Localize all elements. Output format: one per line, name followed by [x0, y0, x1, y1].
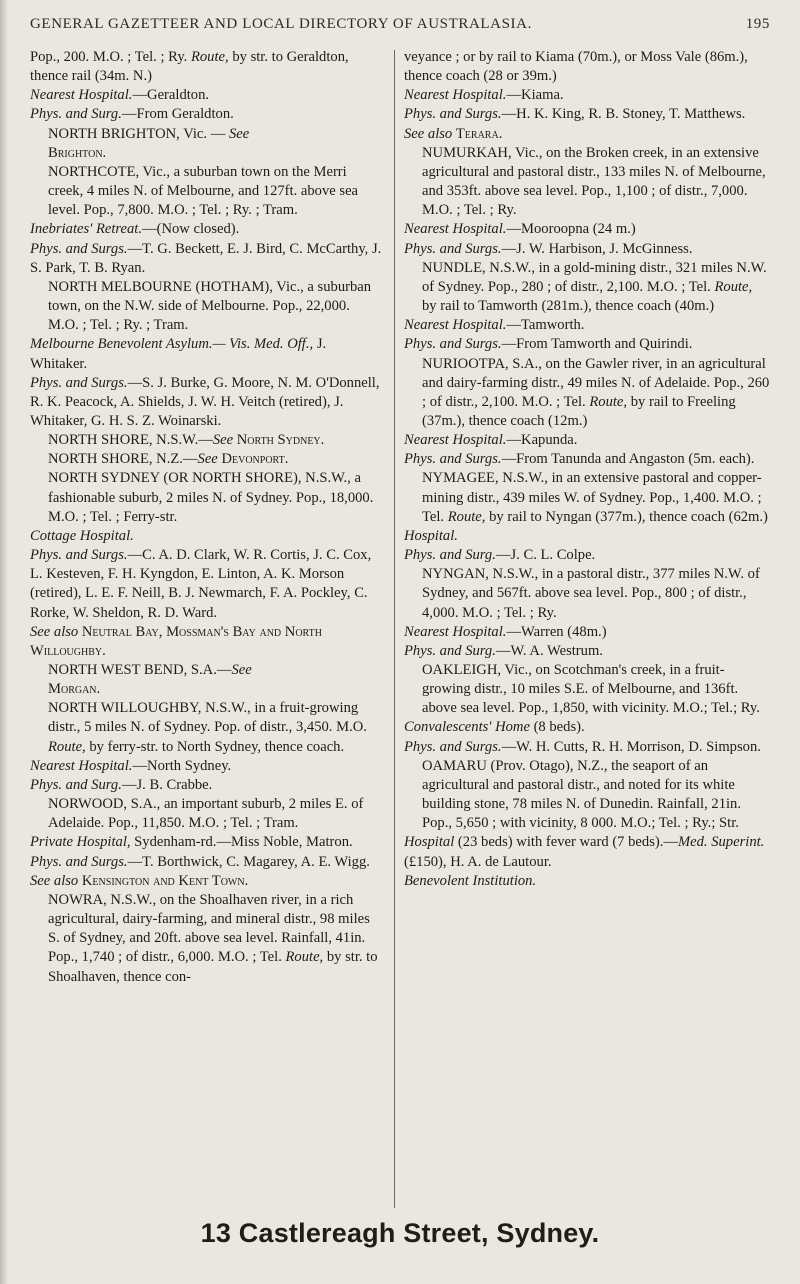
entry-line: See also Kensington and Kent Town.	[30, 872, 249, 889]
entry-line: Phys. and Surgs.—S. J. Burke, G. Moore, N. M. O'Donnell, R. K. Peacock, A. Shields, J. W. H. Veitch (retired), J. Whitaker, G. H. S. Z. Woinarski.	[30, 374, 380, 429]
entry-line: Phys. and Surgs.—W. H. Cutts, R. H. Morrison, D. Simpson.	[404, 738, 761, 755]
entry-line: Nearest Hospital.—Tamworth.	[404, 317, 585, 334]
running-head-title: GENERAL GAZETTEER AND LOCAL DIRECTORY OF AUSTRALASIA.	[30, 16, 532, 32]
entry-line: Convalescents' Home (8 beds).	[404, 719, 585, 736]
entry-line: Private Hospital, Sydenham-rd.—Miss Noble, Matron.	[30, 834, 353, 851]
entry-line: Phys. and Surg.—From Geraldton.	[30, 106, 234, 123]
entry-numurkah: NUMURKAH, Vic., on the Broken creek, in an extensive agricultural and pastoral distr., 133 miles N. of Melbourne, and 353ft. above sea level. Pop., 1,100 ; of distr., 7,000. M.O. ; Tel. ; Ry.	[422, 144, 766, 219]
entry-pop-geraldton: Pop., 200. M.O. ; Tel. ; Ry. Route, by str. to Geraldton, thence rail (34m. N.)	[30, 49, 349, 85]
entry-oakleigh: OAKLEIGH, Vic., on Scotchman's creek, in a fruit-growing distr., 10 miles S.E. of Melbourne, and 136ft. above sea level. Pop., 1,850, with vicinity. M.O.; Tel.; Ry.	[422, 662, 760, 717]
entry-line: Benevolent Institution.	[404, 872, 537, 889]
entry-line: Nearest Hospital.—Mooroopna (24 m.)	[404, 221, 636, 238]
entry-oamaru: OAMARU (Prov. Otago), N.Z., the seaport of an agricultural and pastoral distr., and noted for its white building stone, 78 miles N. of Dunedin. Rainfall, 21in. Pop., 5,650 ; with vicinity, 8 000. M.O.; Tel. ; Ry.; Str.	[422, 757, 742, 832]
entry-north-shore-nsw: NORTH SHORE, N.S.W.—See North Sydney.	[48, 432, 325, 449]
entry-line: Phys. and Surg.—J. B. Crabbe.	[30, 776, 213, 793]
entry-line: Nearest Hospital.—Kiama.	[404, 87, 564, 104]
entry-north-shore-nz: NORTH SHORE, N.Z.—See Devonport.	[48, 451, 289, 468]
entry-nymagee: NYMAGEE, N.S.W., in an extensive pastoral and copper-mining distr., 439 miles W. of Sydney. Pop., 1,400. M.O. ; Tel. Route, by rail to Nyngan (377m.), thence coach (62m.)	[422, 470, 768, 525]
entry-line: See also Neutral Bay, Mossman's Bay and North Willoughby.	[30, 623, 322, 659]
entry-norwood: NORWOOD, S.A., an important suburb, 2 miles E. of Adelaide. Pop., 11,850. M.O. ; Tel. ; Tram.	[48, 796, 364, 832]
entry-line: Phys. and Surg.—J. C. L. Colpe.	[404, 547, 596, 564]
entry-nundle: NUNDLE, N.S.W., in a gold-mining distr., 321 miles N.W. of Sydney. Pop., 280 ; of distr., 2,100. M.O. ; Tel. Route, by rail to Tamworth (281m.), thence coach (40m.)	[422, 259, 767, 315]
running-head	[30, 16, 770, 40]
text-columns	[30, 48, 770, 1208]
entry-line: Phys. and Surgs.—From Tanunda and Angaston (5m. each).	[404, 451, 755, 468]
entry-north-willoughby: NORTH WILLOUGHBY, N.S.W., in a fruit-growing distr., 5 miles N. of Sydney. Pop. of distr., 3,450. M.O. Route, by ferry-str. to North Sydney, thence coach.	[48, 700, 367, 755]
entry-line: Phys. and Surgs.—From Tamworth and Quirindi.	[404, 336, 693, 353]
entry-north-brighton: NORTH BRIGHTON, Vic. — See Brighton.	[48, 125, 250, 161]
entry-line: Phys. and Surgs.—H. K. King, R. B. Stoney, T. Matthews.	[404, 106, 746, 123]
entry-nowra-cont: veyance ; or by rail to Kiama (70m.), or Moss Vale (86m.), thence coach (28 or 39m.)	[404, 49, 748, 85]
entry-line: Nearest Hospital.—Geraldton.	[30, 87, 210, 104]
entry-line: Nearest Hospital.—Warren (48m.)	[404, 623, 607, 640]
entry-line: Nearest Hospital.—North Sydney.	[30, 757, 232, 774]
entry-line: Phys. and Surgs.—T. Borthwick, C. Magarey, A. E. Wigg.	[30, 853, 370, 870]
entry-line: Inebriates' Retreat.—(Now closed).	[30, 221, 240, 238]
left-column	[30, 48, 384, 1208]
entry-nyngan: NYNGAN, N.S.W., in a pastoral distr., 377 miles N.W. of Sydney, and 567ft. above sea level. Pop., 800 ; of distr., 4,000. M.O. ; Tel. ; Ry.	[422, 566, 760, 621]
right-column	[404, 48, 770, 1208]
entry-line: Phys. and Surgs.—J. W. Harbison, J. McGinness.	[404, 240, 693, 257]
entry-north-melbourne: NORTH MELBOURNE (HOTHAM), Vic., a suburban town, on the N.W. side of Melbourne. Pop., 22,000. M.O. ; Tel. ; Ry. ; Tram.	[48, 278, 372, 334]
entry-north-sydney: NORTH SYDNEY (OR NORTH SHORE), N.S.W., a fashionable suburb, 2 miles N. of Sydney. Pop., 18,000. M.O. ; Tel. ; Ferry-str.	[48, 470, 374, 525]
entry-line: See also Terara.	[404, 125, 503, 142]
page-number: 195	[745, 16, 770, 32]
entry-line: Melbourne Benevolent Asylum.— Vis. Med. Off., J. Whitaker.	[30, 336, 327, 372]
entry-line: Hospital (23 beds) with fever ward (7 beds).—Med. Superint. (£150), H. A. de Lautour.	[404, 834, 765, 870]
entry-nowra: NOWRA, N.S.W., on the Shoalhaven river, in a rich agricultural, dairy-farming, and mineral distr., 98 miles S. of Sydney, and 20ft. above sea level. Rainfall, 41in. Pop., 1,740 ; of distr., 6,000. M.O. ; Tel. Route, by str. to Shoalhaven, thence con-	[48, 891, 378, 985]
footer-address: 13 Castlereagh Street, Sydney.	[200, 1218, 600, 1248]
page-edge-shadow	[0, 0, 8, 1284]
entry-line: Nearest Hospital.—Kapunda.	[404, 432, 578, 449]
entry-line: Phys. and Surg.—W. A. Westrum.	[404, 642, 603, 659]
entry-line: Hospital.	[404, 527, 458, 544]
entry-line: Phys. and Surgs.—C. A. D. Clark, W. R. Cortis, J. C. Cox, L. Kesteven, F. H. Kyngdon, E. Linton, A. K. Morson (retired), L. E. F. Neill, B. J. Newmarch, F. A. Pockley, C. Rorke, W. Sheldon, R. D. Ward.	[30, 547, 372, 621]
entry-line: Phys. and Surgs.—T. G. Beckett, E. J. Bird, C. McCarthy, J. S. Park, T. B. Ryan.	[30, 240, 382, 276]
entry-line: Cottage Hospital.	[30, 527, 134, 544]
entry-nuriootpa: NURIOOTPA, S.A., on the Gawler river, in an agricultural and dairy-farming distr., 49 miles N. of Adelaide. Pop., 260 ; of distr., 2,100. M.O. ; Tel. Route, by rail to Freeling (37m.), thence coach (12m.)	[422, 355, 770, 429]
entry-northcote: NORTHCOTE, Vic., a suburban town on the Merri creek, 4 miles N. of Melbourne, and 127ft. above sea level. Pop., 7,800. M.O. ; Tel. ; Ry. ; Tram.	[48, 163, 359, 219]
entry-north-west-bend: NORTH WEST BEND, S.A.—See Morgan.	[48, 662, 252, 698]
